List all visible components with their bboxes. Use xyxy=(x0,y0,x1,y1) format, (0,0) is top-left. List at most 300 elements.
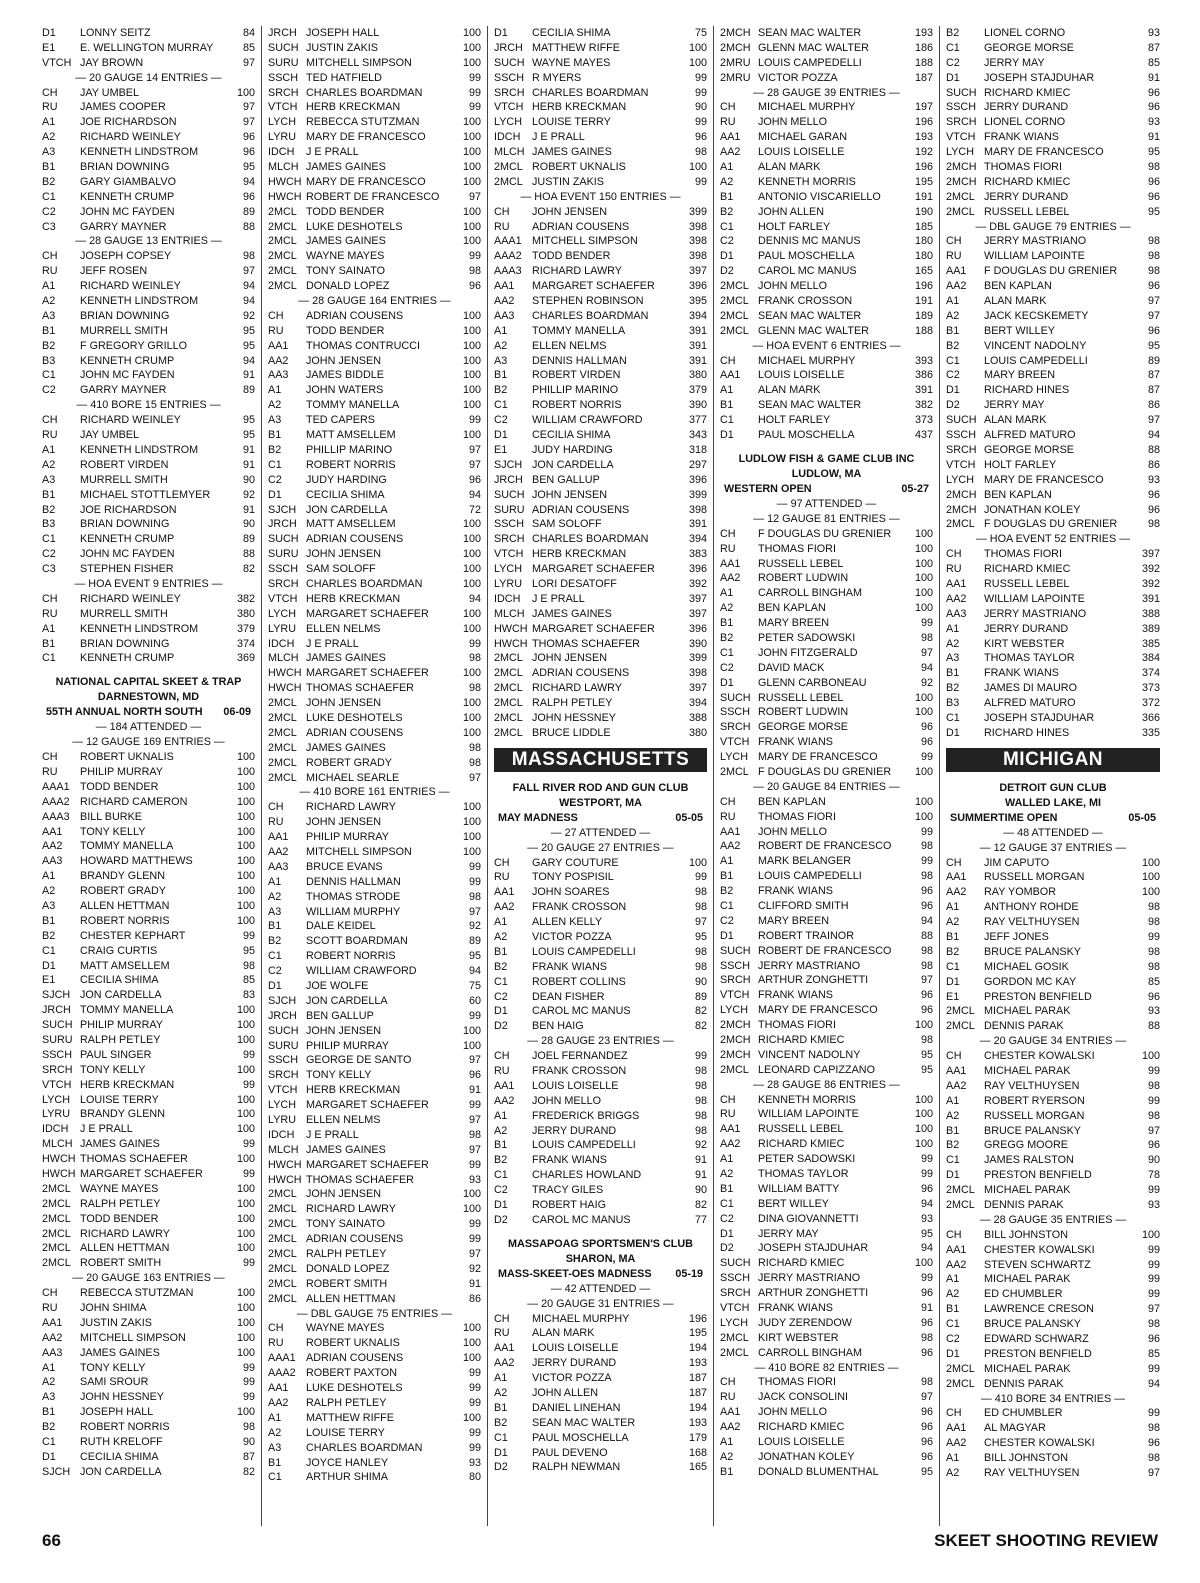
shooter-name: JON CARDELLA xyxy=(306,994,388,1007)
shooter-name: CRAIG CURTIS xyxy=(80,944,158,957)
score: 82 xyxy=(694,1199,707,1212)
score: 82 xyxy=(694,1020,707,1033)
score: 94 xyxy=(920,1242,933,1255)
event-title-line xyxy=(946,811,1160,826)
shooter-name: KENNETH MORRIS xyxy=(758,175,856,188)
result-row xyxy=(42,1212,255,1227)
shooter-name: ROBERT UKNALIS xyxy=(80,751,174,764)
event-subheading: — 28 GAUGE 39 ENTRIES — xyxy=(753,86,900,99)
class-code: 2MCH xyxy=(946,161,977,174)
result-row xyxy=(42,750,255,765)
class-code: D2 xyxy=(494,1020,508,1033)
shooter-name: SEAN MAC WALTER xyxy=(758,27,862,39)
shooter-name: FRANK CROSSON xyxy=(532,1065,627,1077)
result-row xyxy=(42,488,255,503)
class-code: RU xyxy=(42,429,58,442)
shooter-name: LOUIS LOISELLE xyxy=(758,369,845,382)
result-row xyxy=(268,1173,481,1188)
score: 77 xyxy=(694,1213,707,1226)
score: 100 xyxy=(236,751,255,764)
score: 99 xyxy=(468,1009,481,1022)
result-row xyxy=(42,56,255,71)
result-row xyxy=(494,339,707,354)
result-row xyxy=(494,383,707,398)
score: 98 xyxy=(242,959,255,972)
class-code: B2 xyxy=(42,503,56,516)
score: 96 xyxy=(1147,190,1160,203)
shooter-name: RALPH PETLEY xyxy=(80,1197,161,1210)
score: 95 xyxy=(242,161,255,174)
shooter-name: ROBERT GRADY xyxy=(80,885,166,898)
result-row xyxy=(494,1460,707,1475)
class-code: SJCH xyxy=(494,458,523,471)
score: 437 xyxy=(914,429,933,442)
shooter-name: E. WELLINGTON MURRAY xyxy=(80,41,214,54)
score: 85 xyxy=(242,41,255,54)
event-name: SUMMERTIME OPEN xyxy=(950,811,1058,824)
shooter-name: JOHN JENSEN xyxy=(306,1188,381,1201)
shooter-name: BRUCE EVANS xyxy=(306,860,383,873)
class-code: CH xyxy=(494,205,510,218)
shooter-name: RICHARD HINES xyxy=(984,384,1070,397)
shooter-name: RICHARD WEINLEY xyxy=(80,592,181,605)
result-row xyxy=(268,919,481,934)
class-code: C1 xyxy=(42,652,56,665)
class-code: AA2 xyxy=(494,1094,515,1107)
score: 93 xyxy=(1147,1005,1160,1018)
event-subheading: — 20 GAUGE 27 ENTRIES — xyxy=(527,841,674,854)
result-row xyxy=(494,324,707,339)
class-code: A2 xyxy=(494,930,508,943)
class-code: A3 xyxy=(946,652,960,665)
shooter-name: CHARLES BOARDMAN xyxy=(532,86,649,99)
class-code: CH xyxy=(42,86,58,99)
class-code: D1 xyxy=(946,1169,960,1182)
shooter-name: ROBERT LUDWIN xyxy=(758,572,849,585)
score: 380 xyxy=(688,369,707,382)
class-code: E1 xyxy=(946,990,960,1003)
result-row xyxy=(946,41,1160,56)
result-row xyxy=(946,1049,1160,1064)
score: 100 xyxy=(914,1138,933,1151)
score: 369 xyxy=(236,652,255,665)
result-row xyxy=(42,1331,255,1346)
score: 99 xyxy=(242,1391,255,1404)
class-code: LYRU xyxy=(268,622,296,635)
result-row xyxy=(494,1371,707,1386)
shooter-name: JAMES GAINES xyxy=(532,146,612,159)
score: 98 xyxy=(694,1094,707,1107)
result-row xyxy=(946,915,1160,930)
result-row xyxy=(946,681,1160,696)
class-code: A1 xyxy=(268,875,282,888)
shooter-name: LOUISE TERRY xyxy=(306,1426,385,1439)
score: 98 xyxy=(242,250,255,263)
class-code: AA2 xyxy=(494,901,515,914)
score: 94 xyxy=(468,592,481,605)
score: 91 xyxy=(242,443,255,456)
result-row xyxy=(268,830,481,845)
shooter-name: MICHAEL GOSIK xyxy=(984,960,1069,973)
shooter-name: PAUL DEVENO xyxy=(532,1446,608,1459)
shooter-name: BRIAN DOWNING xyxy=(80,309,170,322)
class-code: B1 xyxy=(268,429,282,442)
score: 373 xyxy=(914,414,933,427)
result-row xyxy=(720,1182,933,1197)
class-code: AA1 xyxy=(946,1065,967,1077)
state-banner: MICHIGAN xyxy=(946,748,1160,772)
class-code: VTCH xyxy=(268,1084,298,1097)
result-row xyxy=(720,309,933,324)
score: 97 xyxy=(468,190,481,203)
event-subheading: — 184 ATTENDED — xyxy=(95,721,202,734)
result-row xyxy=(494,100,707,115)
score: 90 xyxy=(1147,1154,1160,1167)
shooter-name: F DOUGLAS DU GRENIER xyxy=(758,765,892,778)
score: 192 xyxy=(914,146,933,159)
club-name: NATIONAL CAPITAL SKEET & TRAP xyxy=(55,676,242,689)
class-code: 2MCL xyxy=(946,1005,975,1018)
shooter-name: ALLEN HETTMAN xyxy=(306,1292,396,1305)
result-row xyxy=(494,547,707,562)
result-row xyxy=(42,1107,255,1122)
class-code: SRCH xyxy=(268,86,299,99)
score: 100 xyxy=(462,41,481,54)
result-row xyxy=(946,870,1160,885)
result-row xyxy=(720,988,933,1003)
score: 396 xyxy=(688,563,707,576)
result-row xyxy=(42,1063,255,1078)
score: 318 xyxy=(688,443,707,456)
shooter-name: CHARLES BOARDMAN xyxy=(306,86,423,99)
shooter-name: THOMAS TAYLOR xyxy=(758,1168,849,1181)
score: 397 xyxy=(688,682,707,695)
class-code: AA1 xyxy=(720,1123,741,1136)
shooter-name: ADRIAN COUSENS xyxy=(306,533,404,546)
result-row xyxy=(494,607,707,622)
result-row xyxy=(494,309,707,324)
shooter-name: THOMAS FIORI xyxy=(984,161,1062,174)
score: 91 xyxy=(1147,71,1160,84)
class-code: 2MCL xyxy=(268,280,297,293)
result-row xyxy=(946,622,1160,637)
class-code: JRCH xyxy=(268,518,297,531)
shooter-name: LOUIS LOISELLE xyxy=(532,1342,619,1355)
class-code: LYCH xyxy=(494,116,522,129)
class-code: 2MCL xyxy=(268,1292,297,1305)
result-row xyxy=(268,220,481,235)
score: 88 xyxy=(1147,443,1160,456)
score: 97 xyxy=(920,974,933,987)
class-code: AA2 xyxy=(268,845,289,858)
shooter-name: ROBERT UKNALIS xyxy=(306,1337,400,1350)
score: 96 xyxy=(920,899,933,912)
shooter-name: ROBERT PAXTON xyxy=(306,1367,397,1380)
result-row xyxy=(268,86,481,101)
score: 100 xyxy=(236,795,255,808)
shooter-name: JAMES GAINES xyxy=(306,652,386,665)
result-row xyxy=(268,815,481,830)
shooter-name: SAMI SROUR xyxy=(80,1376,149,1389)
club-heading xyxy=(720,452,933,482)
result-row xyxy=(720,1316,933,1331)
shooter-name: JOHN JENSEN xyxy=(306,1024,381,1037)
class-code: SURU xyxy=(268,56,299,69)
result-row xyxy=(494,279,707,294)
class-code: VTCH xyxy=(720,1302,750,1315)
score: 399 xyxy=(688,488,707,501)
class-code: RU xyxy=(494,220,510,233)
shooter-name: JERRY DURAND xyxy=(984,622,1069,635)
class-code: 2MCL xyxy=(494,726,523,739)
class-code: A1 xyxy=(720,1436,734,1449)
score: 99 xyxy=(468,86,481,99)
result-row xyxy=(268,934,481,949)
result-row xyxy=(720,676,933,691)
class-code: AA1 xyxy=(494,1079,515,1092)
shooter-name: ROBERT GRADY xyxy=(306,756,392,769)
shooter-name: BILL BURKE xyxy=(80,810,143,823)
shooter-name: JAMES GAINES xyxy=(306,161,386,174)
result-row xyxy=(42,1003,255,1018)
shooter-name: PETER SADOWSKI xyxy=(758,1153,856,1166)
score: 94 xyxy=(242,354,255,367)
score: 90 xyxy=(242,1436,255,1449)
shooter-name: WILLIAM CRAWFORD xyxy=(532,414,643,427)
score: 97 xyxy=(694,916,707,929)
class-code: SUCH xyxy=(720,1257,751,1270)
shooter-name: JACK KECSKEMETY xyxy=(984,309,1089,322)
shooter-name: ANTONIO VISCARIELLO xyxy=(758,190,881,203)
score: 100 xyxy=(236,840,255,853)
score: 100 xyxy=(462,518,481,531)
score: 97 xyxy=(242,116,255,129)
class-code: A2 xyxy=(268,1426,282,1439)
result-row xyxy=(42,1286,255,1301)
shooter-name: RICHARD CAMERON xyxy=(80,795,188,808)
shooter-name: KIRT WEBSTER xyxy=(984,637,1065,650)
result-row xyxy=(494,1094,707,1109)
event-subheading: — 12 GAUGE 81 ENTRIES — xyxy=(753,512,900,525)
shooter-name: BERT WILLEY xyxy=(758,1197,830,1210)
result-row xyxy=(42,1465,255,1480)
score: 96 xyxy=(920,1450,933,1463)
score: 97 xyxy=(920,1391,933,1404)
result-row xyxy=(268,696,481,711)
score: 98 xyxy=(242,1421,255,1434)
class-code: LYCH xyxy=(42,1093,70,1106)
result-row xyxy=(268,979,481,994)
class-code: IDCH xyxy=(268,1128,295,1141)
shooter-name: RICHARD KMIEC xyxy=(758,1034,845,1046)
score: 197 xyxy=(914,101,933,114)
shooter-name: JAMES COOPER xyxy=(80,101,166,114)
shooter-name: HERB KRECKMAN xyxy=(532,548,627,561)
class-code: B2 xyxy=(494,960,508,973)
shooter-name: RICHARD WEINLEY xyxy=(80,280,181,293)
result-row xyxy=(268,1158,481,1173)
score: 100 xyxy=(462,384,481,397)
result-row xyxy=(720,56,933,71)
score: 100 xyxy=(462,369,481,382)
result-row xyxy=(720,1301,933,1316)
score: 86 xyxy=(468,1292,481,1305)
result-row xyxy=(268,771,481,786)
score: 100 xyxy=(462,220,481,233)
class-code: SRCH xyxy=(720,721,751,734)
score: 86 xyxy=(1147,458,1160,471)
shooter-name: CECILIA SHIMA xyxy=(80,1450,159,1463)
result-row xyxy=(946,100,1160,115)
shooter-name: R MYERS xyxy=(532,71,582,84)
result-row xyxy=(946,975,1160,990)
class-code: VTCH xyxy=(42,1078,72,1091)
class-code: A1 xyxy=(946,1273,960,1286)
shooter-name: TOMMY MANELLA xyxy=(306,399,400,412)
class-code: SURU xyxy=(268,548,299,561)
score: 95 xyxy=(694,930,707,943)
score: 99 xyxy=(694,1050,707,1063)
score: 97 xyxy=(242,101,255,114)
class-code: 2MCL xyxy=(946,1362,975,1375)
club-name: MASSAPOAG SPORTSMEN'S CLUB xyxy=(508,1237,693,1250)
class-code: B1 xyxy=(494,1401,508,1414)
score: 96 xyxy=(920,1004,933,1017)
result-row xyxy=(268,1426,481,1441)
result-row xyxy=(494,473,707,488)
class-code: AA2 xyxy=(946,1437,967,1450)
score: 93 xyxy=(1147,27,1160,39)
class-code: LYCH xyxy=(268,607,296,620)
score: 94 xyxy=(242,295,255,308)
shooter-name: TONY KELLY xyxy=(80,825,146,838)
result-row xyxy=(494,900,707,915)
shooter-name: JOHN WATERS xyxy=(306,384,384,397)
event-subheading: — 410 BORE 15 ENTRIES — xyxy=(76,399,221,412)
class-code: RU xyxy=(720,810,736,823)
class-code: A1 xyxy=(494,916,508,929)
shooter-name: ADRIAN COUSENS xyxy=(532,667,630,680)
result-row xyxy=(42,959,255,974)
class-code: 2MCH xyxy=(946,488,977,501)
event-subheading: — HOA EVENT 150 ENTRIES — xyxy=(520,190,681,203)
class-code: D1 xyxy=(42,959,56,972)
score: 99 xyxy=(1147,1094,1160,1107)
class-code: SURU xyxy=(42,1034,73,1046)
result-row xyxy=(946,1302,1160,1317)
score: 100 xyxy=(462,845,481,858)
class-code: C1 xyxy=(946,1318,960,1331)
shooter-name: JUDY HARDING xyxy=(306,473,387,486)
class-code: A2 xyxy=(720,175,734,188)
class-code: D2 xyxy=(720,1242,734,1255)
score: 95 xyxy=(242,429,255,442)
result-row xyxy=(946,190,1160,205)
score: 100 xyxy=(236,810,255,823)
club-name: DETROIT GUN CLUB xyxy=(999,781,1107,794)
shooter-name: FRANK CROSSON xyxy=(532,901,627,914)
result-row xyxy=(268,160,481,175)
score: 96 xyxy=(920,1346,933,1359)
class-code: A3 xyxy=(268,414,282,427)
class-code: 2MCL xyxy=(946,205,975,218)
shooter-name: JOHN JENSEN xyxy=(532,652,607,665)
result-row xyxy=(42,324,255,339)
result-row xyxy=(494,885,707,900)
score: 78 xyxy=(1147,1169,1160,1182)
score: 100 xyxy=(462,56,481,69)
shooter-name: MARGARET SCHAEFER xyxy=(306,1099,429,1112)
score: 87 xyxy=(242,1450,255,1463)
result-row xyxy=(720,1375,933,1390)
score: 99 xyxy=(242,1078,255,1091)
score: 96 xyxy=(242,131,255,144)
shooter-name: CHARLES HOWLAND xyxy=(532,1169,642,1182)
result-row xyxy=(720,234,933,249)
shooter-name: THOMAS STRODE xyxy=(306,890,401,903)
class-code: SUCH xyxy=(494,56,525,69)
class-code: D1 xyxy=(268,980,282,992)
result-row xyxy=(946,1347,1160,1362)
class-code: RU xyxy=(494,1065,510,1077)
result-row xyxy=(42,354,255,369)
result-row xyxy=(42,1241,255,1256)
score: 97 xyxy=(468,905,481,918)
result-row xyxy=(720,557,933,572)
score: 97 xyxy=(468,771,481,784)
shooter-name: WILLIAM LAPOINTE xyxy=(758,1108,859,1121)
shooter-name: RICHARD WEINLEY xyxy=(80,414,181,427)
shooter-name: HERB KRECKMAN xyxy=(80,1078,175,1091)
club-heading xyxy=(494,781,707,811)
class-code: AA2 xyxy=(268,1396,289,1409)
shooter-name: TONY KELLY xyxy=(80,1361,146,1374)
class-code: 2MCL xyxy=(494,667,523,680)
result-row xyxy=(42,637,255,652)
event-subheading: — 28 GAUGE 23 ENTRIES — xyxy=(527,1035,674,1048)
class-code: SRCH xyxy=(720,974,751,987)
score: 96 xyxy=(1147,503,1160,516)
result-row xyxy=(720,264,933,279)
result-row xyxy=(42,517,255,532)
class-code: LYCH xyxy=(720,751,748,764)
shooter-name: TONY SAINATO xyxy=(306,1218,385,1231)
shooter-name: MARY DE FRANCESCO xyxy=(758,1004,878,1017)
result-row xyxy=(720,413,933,428)
score: 390 xyxy=(688,399,707,412)
class-code: B1 xyxy=(42,488,56,501)
shooter-name: CECILIA SHIMA xyxy=(80,974,159,987)
result-row xyxy=(720,720,933,735)
result-row xyxy=(268,190,481,205)
result-row xyxy=(268,1217,481,1232)
shooter-name: CHARLES BOARDMAN xyxy=(306,577,423,590)
score: 396 xyxy=(688,473,707,486)
result-row xyxy=(42,1375,255,1390)
results-column xyxy=(488,26,714,1526)
result-row xyxy=(268,547,481,562)
class-code: CH xyxy=(268,801,284,814)
result-row xyxy=(946,130,1160,145)
class-code: A2 xyxy=(494,1387,508,1400)
result-row xyxy=(42,988,255,1003)
shooter-name: JERRY DURAND xyxy=(984,190,1069,203)
class-code: JRCH xyxy=(42,1004,71,1017)
shooter-name: THOMAS FIORI xyxy=(984,548,1062,561)
class-code: 2MCL xyxy=(268,741,297,754)
result-row xyxy=(42,100,255,115)
score: 98 xyxy=(694,945,707,958)
